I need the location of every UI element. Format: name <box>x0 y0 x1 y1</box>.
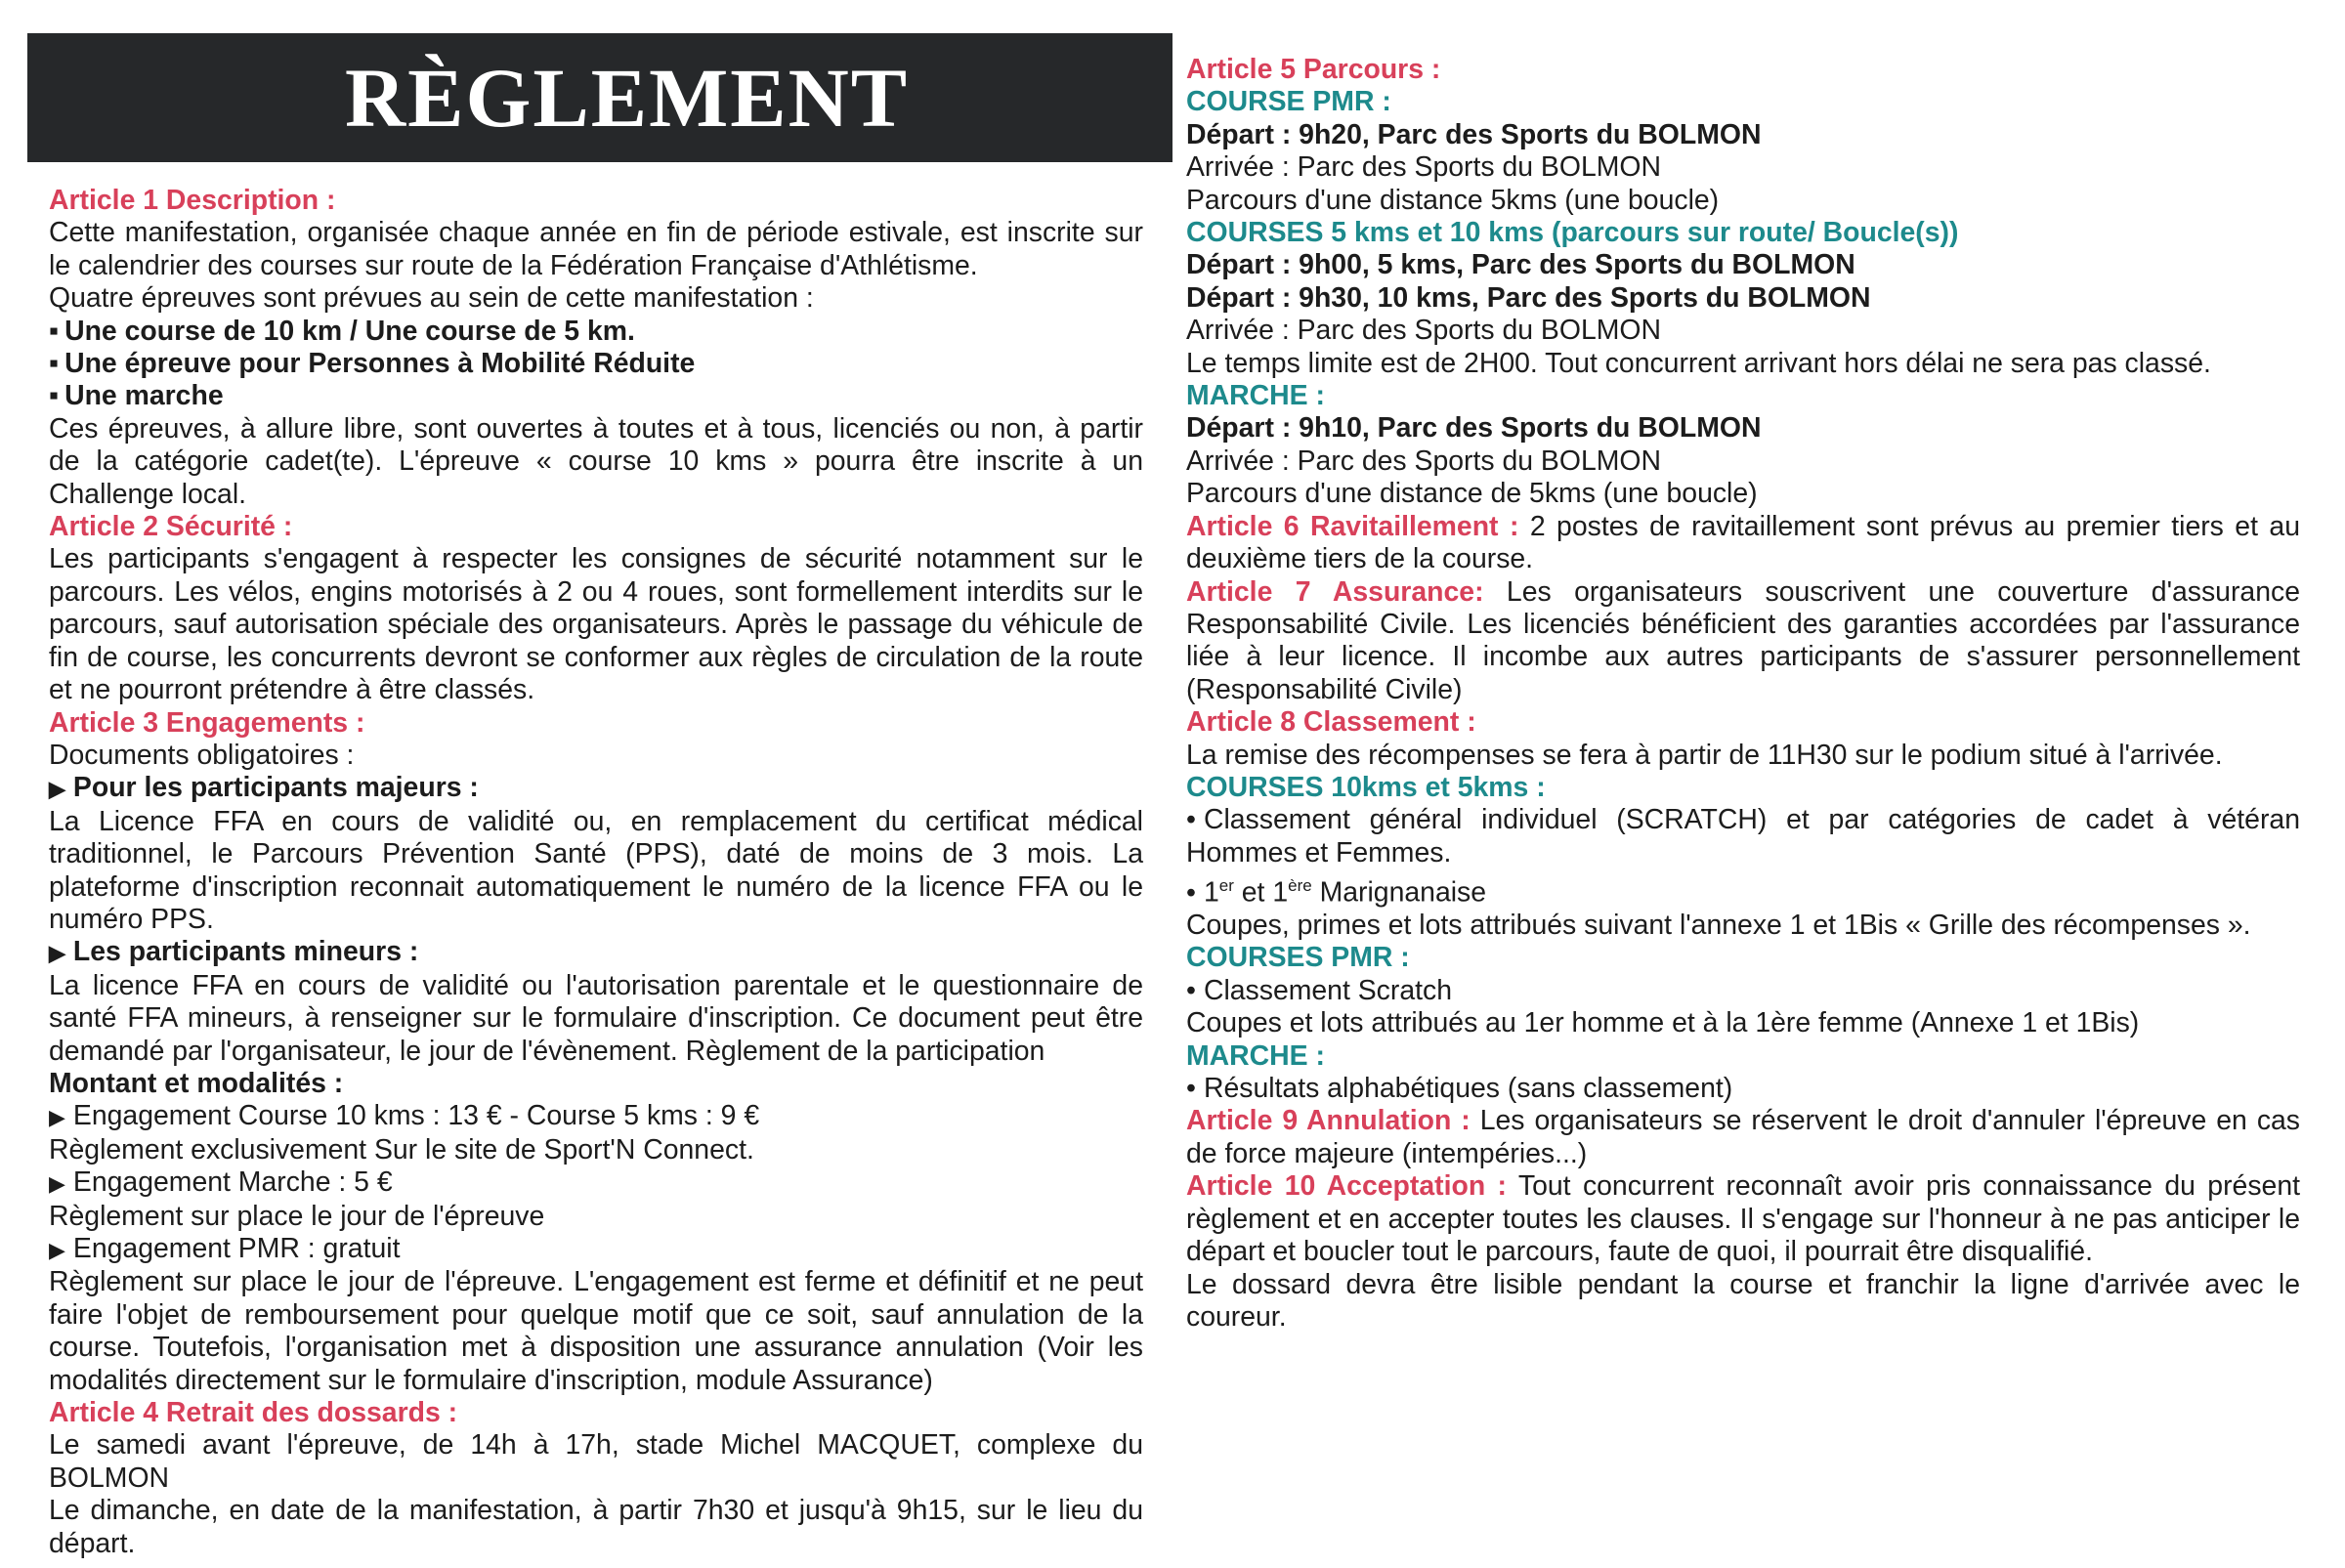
article-7-title: Article 7 Assurance: <box>1186 575 1484 608</box>
marche-distance: Parcours d'une distance de 5kms (une boucle) <box>1186 478 1758 510</box>
article-9-title: Article 9 Annulation : <box>1186 1105 1471 1137</box>
fee-marche: ▶ Engagement Marche : 5 € <box>49 1166 1143 1200</box>
article-1-title: Article 1 Description : <box>49 185 336 216</box>
article-3-minors-heading: ▶ Les participants mineurs : <box>49 936 1143 969</box>
article-4-sunday: Le dimanche, en date de la manifestation, à partir 7h30 et jusqu'à 9h15, sur le lieu du départ. <box>49 1495 1143 1559</box>
fee-pmr: ▶ Engagement PMR : gratuit <box>49 1233 1143 1266</box>
event-item-marche: ▪ Une marche <box>49 380 1143 412</box>
article-4-title: Article 4 Retrait des dossards : <box>49 1397 458 1429</box>
article-3-title: Article 3 Engagements : <box>49 706 365 739</box>
article-3-amounts-heading: Montant et modalités : <box>49 1067 344 1099</box>
courses-departure-5k: Départ : 9h00, 5 kms, Parc des Sports du BOLMON <box>1186 249 1855 281</box>
ranking-marche-heading: MARCHE : <box>1186 1039 1325 1072</box>
article-1-eligibility: Ces épreuves, à allure libre, sont ouvertes à toutes et à tous, licenciés ou non, à partir de la catégorie cadet(te). L'épreuve « course 10 kms » pourra être inscrite à un Challenge local. <box>49 412 1143 510</box>
marche-heading: MARCHE : <box>1186 380 1325 412</box>
ranking-pmr-heading: COURSES PMR : <box>1186 942 1410 974</box>
ranking-local-label: Marignanaise <box>1311 876 1487 909</box>
article-9-text: Les organisateurs se réservent le droit d'annuler l'épreuve en cas de force majeure (intempéries...) <box>1186 1105 2300 1169</box>
article-10-text: Tout concurrent reconnaît avoir pris connaissance du présent règlement et en accepter toutes les clauses. Il s'engage sur l'honneur à ne pas anticiper le départ et boucler tout le parcours, faute de quoi, il pourrait être disqualifié. <box>1186 1170 2300 1268</box>
ranking-local-first: 1 <box>1203 876 1219 909</box>
article-3-majors-text: La Licence FFA en cours de validité ou, en remplacement du certificat médical traditionnel, le Parcours Prévention Santé (PPS), daté de moins de 3 mois. La plateforme d'inscription reconnait automatiquement le numéro de la licence FFA ou le numéro PPS. <box>49 805 1143 935</box>
fee-course-payment: Règlement exclusivement Sur le site de Sport'N Connect. <box>49 1133 754 1165</box>
article-5-title: Article 5 Parcours : <box>1186 54 1441 85</box>
courses-time-limit: Le temps limite est de 2H00. Tout concurrent arrivant hors délai ne sera pas classé. <box>1186 347 2211 379</box>
article-8-awards: La remise des récompenses se fera à partir de 11H30 sur le podium situé à l'arrivée. <box>1186 739 2223 771</box>
right-column <box>1186 54 2300 1334</box>
ranking-local-sup-er: er <box>1218 876 1234 896</box>
ranking-courses-prizes: Coupes, primes et lots attribués suivant l'annexe 1 et 1Bis « Grille des récompenses ». <box>1186 910 2251 942</box>
ranking-pmr-prizes: Coupes et lots attribués au 1er homme et à la 1ère femme (Annexe 1 et 1Bis) <box>1186 1007 2140 1039</box>
title-banner <box>27 33 1172 162</box>
event-item-pmr: ▪ Une épreuve pour Personnes à Mobilité Réduite <box>49 348 1143 380</box>
article-10-bib: Le dossard devra être lisible pendant la course et franchir la ligne d'arrivée avec le coureur. <box>1186 1268 2300 1333</box>
article-3-minors-text: La licence FFA en cours de validité ou l'autorisation parentale et le questionnaire de santé FFA mineurs, à renseigner sur le formulaire d'inscription. Ce document peut être demandé par l'organisateur, le jour de l'évènement. Règlement de la participation <box>49 969 1143 1067</box>
pmr-distance: Parcours d'une distance 5kms (une boucle) <box>1186 184 1720 216</box>
left-column <box>49 185 1143 1560</box>
article-2-title: Article 2 Sécurité : <box>49 511 293 543</box>
article-8-title: Article 8 Classement : <box>1186 706 1476 739</box>
article-6-text: 2 postes de ravitaillement sont prévus au premier tiers et au deuxième tiers de la course. <box>1186 510 2300 575</box>
article-10 <box>1186 1170 2300 1268</box>
marche-departure: Départ : 9h10, Parc des Sports du BOLMON <box>1186 412 1762 445</box>
fee-marche-payment: Règlement sur place le jour de l'épreuve <box>49 1200 545 1232</box>
article-3-documents: Documents obligatoires : <box>49 739 355 771</box>
ranking-pmr-scratch: • Classement Scratch <box>1186 975 2300 1007</box>
pmr-departure: Départ : 9h20, Parc des Sports du BOLMON <box>1186 118 1762 150</box>
article-4-saturday: Le samedi avant l'épreuve, de 14h à 17h, stade Michel MACQUET, complexe du BOLMON <box>49 1429 1143 1494</box>
courses-arrival: Arrivée : Parc des Sports du BOLMON <box>1186 315 1661 347</box>
ranking-marche-results: • Résultats alphabétiques (sans classement) <box>1186 1073 2300 1105</box>
article-1-events-intro: Quatre épreuves sont prévues au sein de cette manifestation : <box>49 282 814 315</box>
article-10-title: Article 10 Acceptation : <box>1186 1170 1508 1203</box>
article-3-refund-text: Règlement sur place le jour de l'épreuve. L'engagement est ferme et définitif et ne peut faire l'objet de remboursement pour quelque motif que ce soit, sauf annulation de la course. Toutefois, l'organisation met à disposition une assurance annulation (Voir les modalités directement sur le formulaire d'inscription, module Assurance) <box>49 1266 1143 1396</box>
event-item-course: ▪ Une course de 10 km / Une course de 5 km. <box>49 316 1143 348</box>
courses-heading: COURSES 5 kms et 10 kms (parcours sur route/ Boucle(s)) <box>1186 217 1959 249</box>
article-6-title: Article 6 Ravitaillement : <box>1186 510 1519 542</box>
article-3-majors-heading: ▶ Pour les participants majeurs : <box>49 772 1143 805</box>
courses-departure-10k: Départ : 9h30, 10 kms, Parc des Sports du BOLMON <box>1186 281 1871 314</box>
ranking-courses-general: • Classement général individuel (SCRATCH) et par catégories de cadet à vétéran Hommes et Femmes. <box>1186 804 2300 869</box>
ranking-local-sup-ere: ère <box>1288 876 1312 896</box>
article-6 <box>1186 511 2300 576</box>
pmr-course-heading: COURSE PMR : <box>1186 86 1391 118</box>
ranking-courses-heading: COURSES 10kms et 5kms : <box>1186 771 1546 803</box>
article-7 <box>1186 576 2300 707</box>
ranking-courses-local <box>1186 869 2300 910</box>
ranking-local-and: et 1 <box>1233 876 1289 909</box>
article-9 <box>1186 1105 2300 1170</box>
fee-course: ▶ Engagement Course 10 kms : 13 € - Course 5 kms : 9 € <box>49 1100 1143 1133</box>
article-1-intro: Cette manifestation, organisée chaque année en fin de période estivale, est inscrite sur le calendrier des courses sur route de la Fédération Française d'Athlétisme. <box>49 217 1143 281</box>
page-title: RÈGLEMENT <box>345 51 910 145</box>
pmr-arrival: Arrivée : Parc des Sports du BOLMON <box>1186 151 1661 184</box>
article-7-text: Les organisateurs souscrivent une couverture d'assurance Responsabilité Civile. Les licenciés bénéficient des garanties accordées par l'assurance liée à leur licence. Il incombe aux autres participants de s'assurer personnellement (Responsabilité Civile) <box>1186 575 2300 705</box>
marche-arrival: Arrivée : Parc des Sports du BOLMON <box>1186 445 1661 477</box>
article-2-text: Les participants s'engagent à respecter les consignes de sécurité notamment sur le parcours. Les vélos, engins motorisés à 2 ou 4 roues, sont formellement interdits sur le parcours, sauf autorisation spéciale des organisateurs. Après le passage du véhicule de fin de course, les concurrents devront se conformer aux règles de circulation de la route et ne pourront prétendre à être classés. <box>49 543 1143 706</box>
